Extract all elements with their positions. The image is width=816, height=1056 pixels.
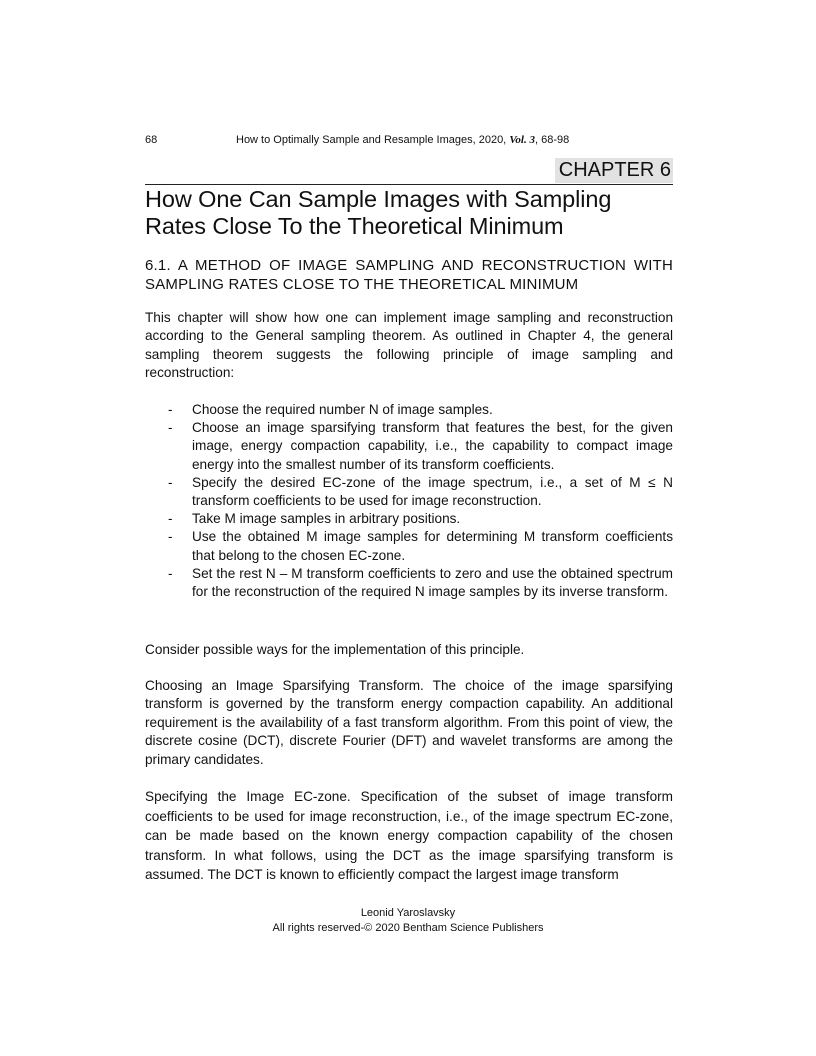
section-title: 6.1. A METHOD OF IMAGE SAMPLING AND RECONSTRUCTION WITH SAMPLING RATES CLOSE TO THE THEORETICAL MINIMUM <box>145 257 673 293</box>
specifying-paragraph <box>145 787 673 885</box>
specifying-heading: Specifying the Image EC-zone. <box>145 789 351 804</box>
chapter-label <box>145 158 673 185</box>
list-item: - Choose an image sparsifying transform that features the best, for the given image, energy compaction capability, i.e., the capability to compact image energy into the smallest number of its transform coefficients. <box>145 419 673 474</box>
page-number: 68 <box>145 134 158 146</box>
list-item: - Take M image samples in arbitrary positions. <box>145 510 673 528</box>
list-item: - Choose the required number N of image samples. <box>145 401 673 419</box>
specifying-text: Specification of the subset of image transform coefficients to be used for image reconstruction, i.e., of the image spectrum EC-zone, can be made based on the known energy compaction capability of the chosen transform. In what follows, using the DCT as the image sparsifying transform is assumed. The DCT is known to efficiently compact the largest image transform <box>145 789 673 882</box>
intro-paragraph: This chapter will show how one can implement image sampling and reconstruction according to the General sampling theorem. As outlined in Chapter 4, the general sampling theorem suggests the following principle of image sampling and reconstruction: <box>145 310 673 381</box>
footer <box>0 906 816 936</box>
footer-copyright: All rights reserved-© 2020 Bentham Science Publishers <box>272 922 544 934</box>
consider-paragraph: Consider possible ways for the implementation of this principle. <box>145 642 525 657</box>
chapter-title: How One Can Sample Images with Sampling Rates Close To the Theoretical Minimum <box>145 186 612 239</box>
list-item: - Specify the desired EC-zone of the image spectrum, i.e., a set of M ≤ N transform coefficients to be used for image reconstruction. <box>145 474 673 510</box>
journal-citation <box>236 134 569 146</box>
footer-author: Leonid Yaroslavsky <box>360 907 456 919</box>
list-item: - Set the rest N – M transform coefficients to zero and use the obtained spectrum for the reconstruction of the required N image samples by its inverse transform. <box>145 565 673 601</box>
chapter-label-text: CHAPTER 6 <box>555 158 673 183</box>
choosing-text: The choice of the image sparsifying transform is governed by the transform energy compaction capability. An additional requirement is the availability of a fast transform algorithm. From this point of view, the discrete cosine (DCT), discrete Fourier (DFT) and wavelet transforms are among the primary candidates. <box>145 678 673 767</box>
journal-volume: Vol. 3 <box>509 134 535 146</box>
list-item: - Use the obtained M image samples for determining M transform coefficients that belong to the chosen EC-zone. <box>145 528 673 564</box>
journal-pages: , 68-98 <box>535 134 570 146</box>
steps-list <box>145 401 673 601</box>
journal-prefix: How to Optimally Sample and Resample Images, 2020, <box>236 134 510 146</box>
choosing-heading: Choosing an Image Sparsifying Transform. <box>145 678 424 693</box>
choosing-paragraph <box>145 677 673 769</box>
